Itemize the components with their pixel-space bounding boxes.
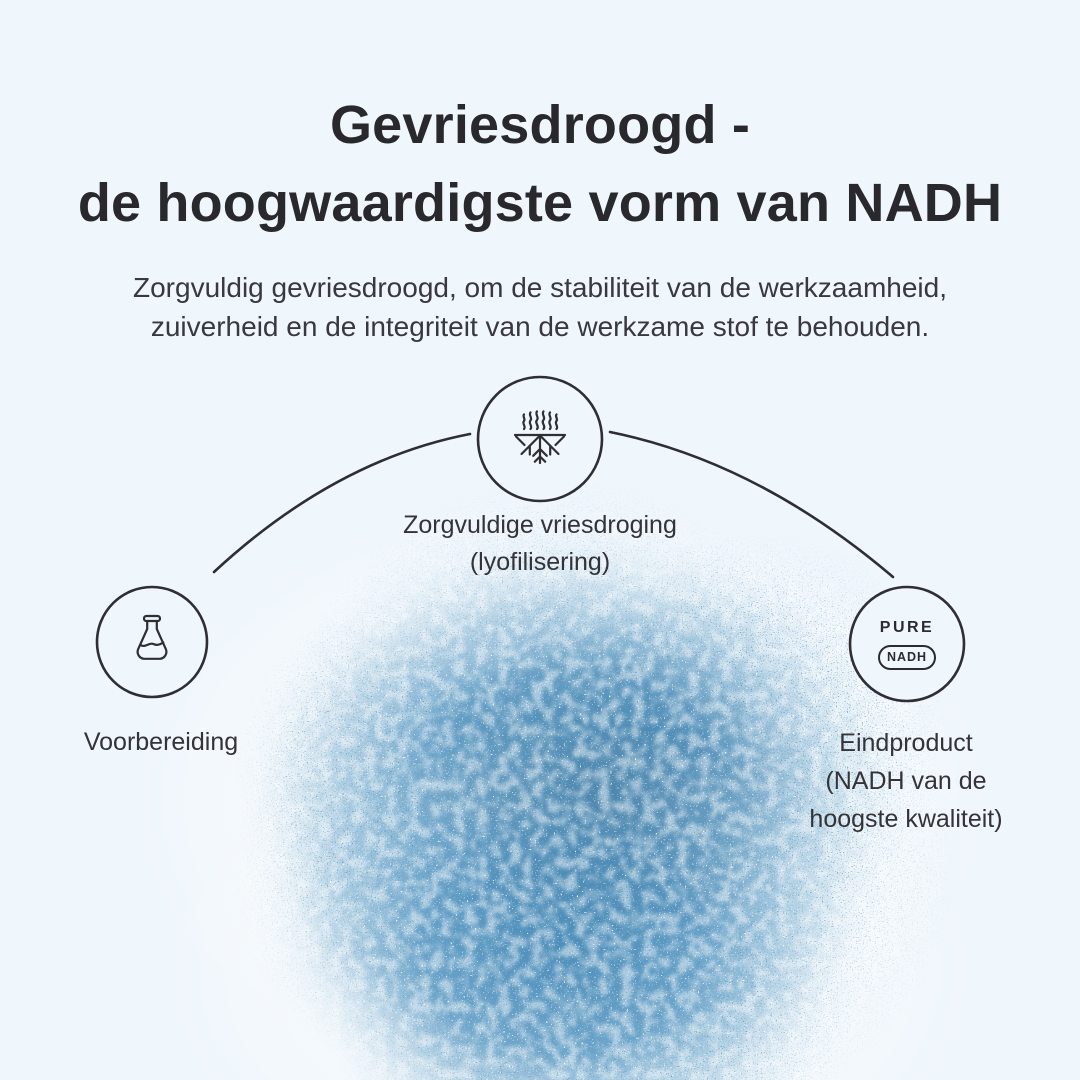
page-subtitle-line1: Zorgvuldig gevriesdroogd, om de stabiliteit van de werkzaamheid, bbox=[133, 272, 947, 303]
freeze-drying-label-line2: (lyofilisering) bbox=[469, 548, 611, 576]
steam-wave-icon bbox=[530, 412, 532, 429]
freeze-drying-label bbox=[340, 507, 740, 581]
end-product-label-line2: (NADH van de bbox=[825, 767, 987, 795]
steam-wave-icon bbox=[549, 412, 551, 429]
page-subtitle-line2: zuiverheid en de integriteit van de werkzame stof te behouden. bbox=[150, 311, 930, 342]
nadh-pill-badge: NADH bbox=[878, 645, 936, 670]
page-title-line2: de hoogwaardigste vorm van NADH bbox=[77, 173, 1003, 233]
steam-wave-icon bbox=[523, 414, 524, 429]
steam-wave-icon bbox=[556, 414, 557, 429]
preparation-label bbox=[11, 724, 311, 761]
end-product-label bbox=[756, 724, 1056, 838]
preparation-label-text: Voorbereiding bbox=[83, 728, 239, 756]
preparation-circle bbox=[97, 587, 207, 697]
end-product-circle bbox=[850, 587, 964, 701]
page-title bbox=[0, 86, 1080, 242]
freeze-drying-label-line1: Zorgvuldige vriesdroging bbox=[403, 511, 677, 539]
pure-badge-word: PURE bbox=[879, 619, 935, 636]
end-product-label-line1: Eindproduct bbox=[839, 729, 973, 757]
end-product-label-line3: hoogste kwaliteit) bbox=[809, 805, 1003, 833]
page-subtitle bbox=[0, 268, 1080, 346]
page-title-line1: Gevriesdroogd - bbox=[329, 95, 751, 155]
